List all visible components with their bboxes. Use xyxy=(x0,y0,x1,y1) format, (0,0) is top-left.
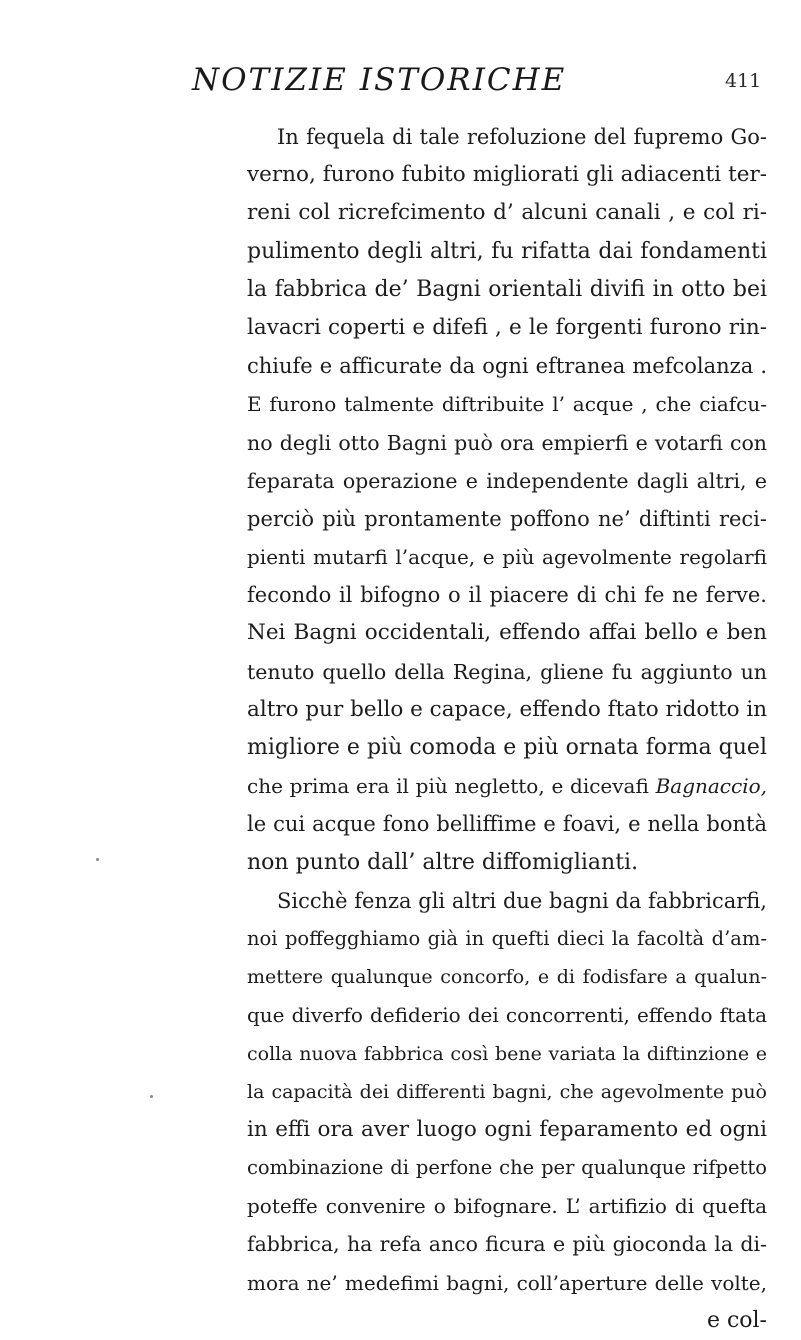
text-line: In fequela di tale refoluzione del fupremo Go- xyxy=(277,125,767,149)
text-line: in effi ora aver luogo ogni feparamento ed ogni xyxy=(247,1116,767,1142)
text-line: fabbrica, ha refa anco ficura e più gioconda la di- xyxy=(247,1232,767,1257)
text-line: reni col ricrefcimento d’ alcuni canali , e col ri- xyxy=(247,200,767,226)
running-title: NOTIZIE ISTORICHE xyxy=(192,62,567,98)
text-line: non punto dall’ altre diffomiglianti. xyxy=(247,849,639,875)
text-line: colla nuova fabbrica così bene variata la diftinzione e xyxy=(247,1042,767,1065)
italic-term: Bagnaccio, xyxy=(655,774,768,799)
paper-speck xyxy=(150,1095,153,1098)
text-line: combinazione di perfone che per qualunque rifpetto xyxy=(247,1156,767,1180)
text-line: la capacità dei differenti bagni, che agevolmente può xyxy=(247,1080,767,1103)
text-line: mora ne’ medefimi bagni, coll’aperture delle volte, xyxy=(247,1270,767,1295)
text-line: feparata operazione e independente dagli altri, e xyxy=(247,468,767,493)
text-line: poteffe convenire o bifognare. L’ artifizio di quefta xyxy=(247,1194,767,1219)
page-number: 411 xyxy=(725,70,762,92)
page-header xyxy=(0,62,801,102)
text-line: chiufe e afficurate da ogni eftranea mefcolanza . xyxy=(247,354,767,379)
paper-speck xyxy=(96,858,99,861)
text-line: lavacri coperti e difefi , e le forgenti furono rin- xyxy=(247,314,767,340)
text-line: no degli otto Bagni può ora empierfi e votarfi con xyxy=(247,430,767,455)
text-line: pienti mutarfi l’acque, e più agevolmente regolarfi xyxy=(247,545,767,570)
text-line: altro pur bello e capace, effendo ftato ridotto in xyxy=(247,696,768,722)
text-line: la fabbrica de’ Bagni orientali divifi in otto bei xyxy=(247,276,767,302)
text-line: fecondo il bifogno o il piacere di chi fe ne ferve. xyxy=(247,583,767,608)
catchword: e col- xyxy=(706,1307,767,1333)
text-line: que diverfo defiderio dei concorrenti, effendo ftata xyxy=(247,1003,767,1028)
text-line: le cui acque fono belliffime e foavi, e nella bontà xyxy=(247,812,767,837)
text-line: migliore e più comoda e più ornata forma quel xyxy=(247,735,767,760)
text-line: tenuto quello della Regina, gliene fu aggiunto un xyxy=(247,659,767,684)
text-line: mettere qualunque concorfo, e di fodisfare a qualun- xyxy=(247,966,767,989)
text-line: Sicchè fenza gli altri due bagni da fabbricarfi, xyxy=(277,888,767,913)
text-line-segment: che prima era il più negletto, e dicevafi xyxy=(247,774,649,799)
text-line: noi poffegghiamo già in quefti dieci la facoltà d’am- xyxy=(247,926,767,950)
text-line: E furono talmente diftribuite l’ acque , che ciafcu- xyxy=(247,392,767,417)
text-line-with-italic xyxy=(247,767,767,805)
text-line: perciò più prontamente poffono ne’ diftinti reci- xyxy=(247,506,767,531)
text-line: verno, furono fubito migliorati gli adiacenti ter- xyxy=(247,162,767,188)
text-line: pulimento degli altri, fu rifatta dai fondamenti xyxy=(247,238,767,264)
text-line: Nei Bagni occidentali, effendo affai bello e ben xyxy=(247,620,767,646)
